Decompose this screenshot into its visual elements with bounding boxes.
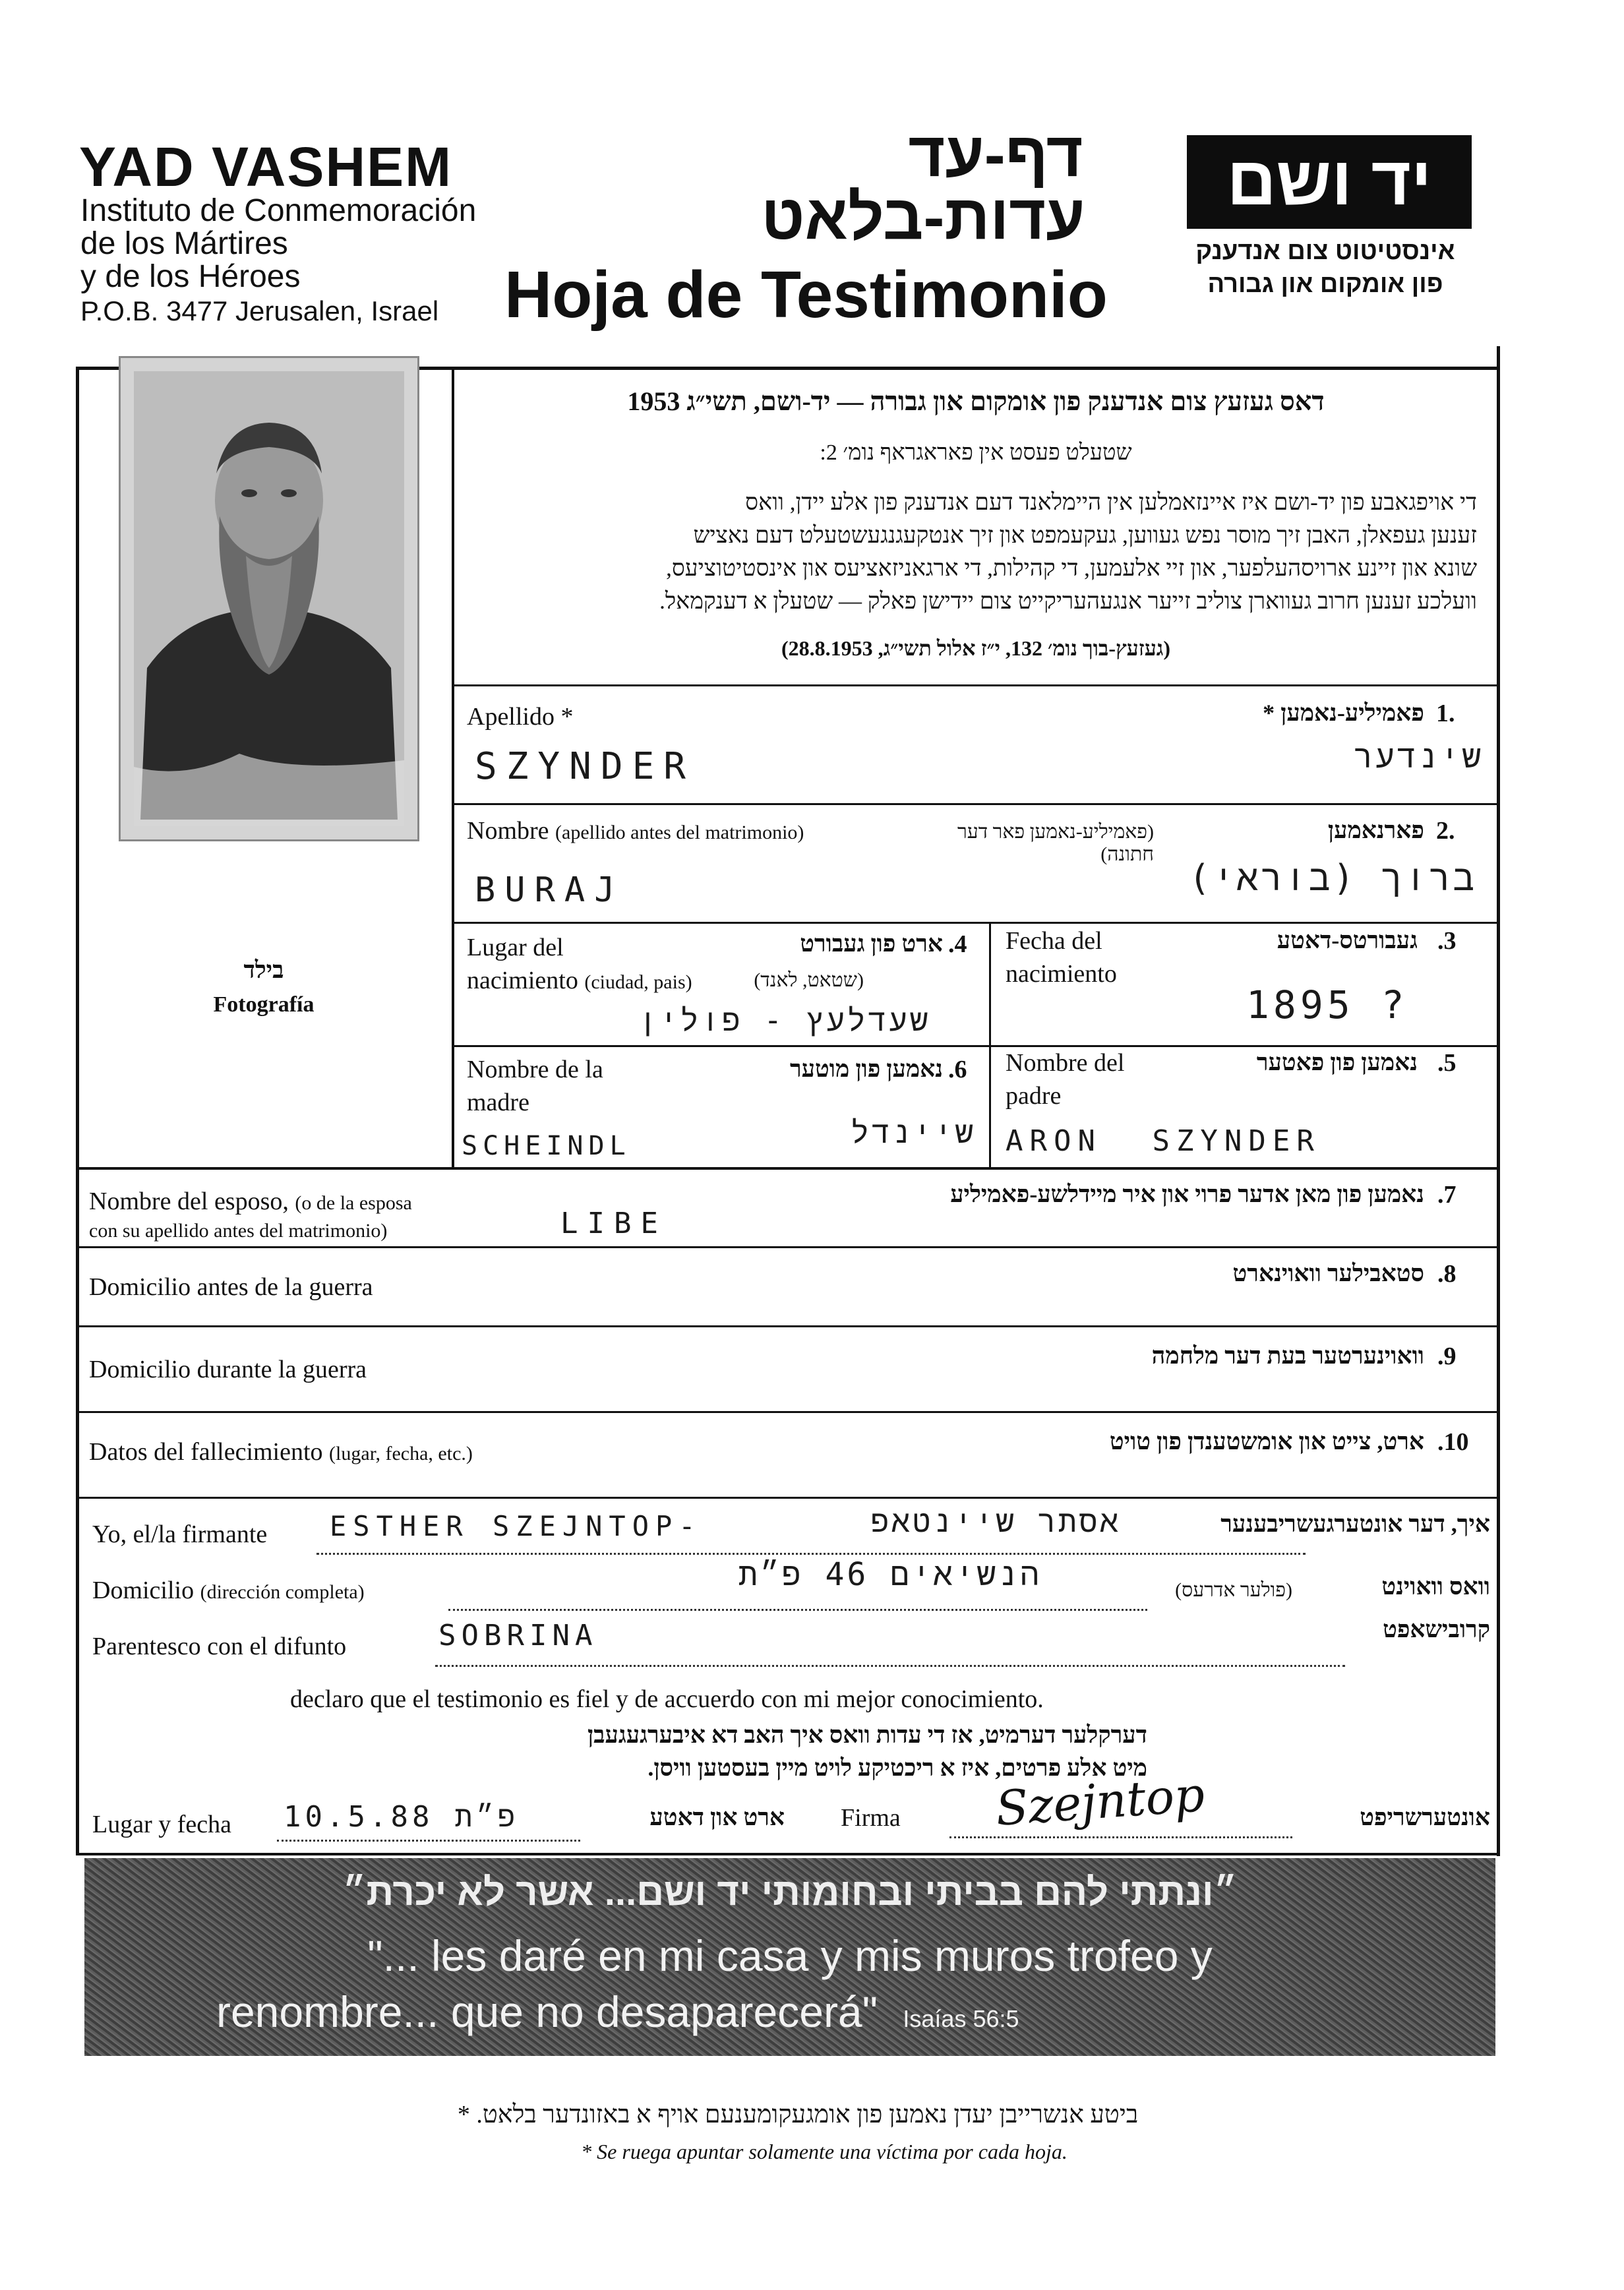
lugar-label: Lugar y fecha [92,1811,231,1838]
f4-label-he-small: (שטאט, לאנד) [754,969,864,991]
firma-label: Firma [841,1804,901,1832]
f8-label-he: סטאבילער וואוינארט [1232,1260,1424,1286]
f6-label-es-2: madre [467,1089,529,1116]
f1-value[interactable]: SZYNDER [475,745,696,788]
intro-para-3: שונא און זיינע ארויסהעלפער, און זיי אלעמען, די קהילות, די ארגאניזאציעס און אינסטיטוציעס, [666,555,1477,581]
banner-line1: "... les daré en mi casa y mis muros trofeo y [367,1931,1213,1980]
f2-label-he: פארנאמען [1327,817,1424,843]
f7-value[interactable]: LIBE [560,1207,667,1240]
intro-line1: דאס געזעץ צום אנדענק פון אומקום און גבורה — יד-ושם, תשי״ג 1953 [627,386,1325,416]
frame-right [1497,346,1500,1856]
f1-num: 1. [1436,700,1455,727]
dom-label-main: Domicilio [92,1577,195,1604]
f5-label-es-2: padre [1006,1082,1062,1110]
intro-line-last: (געזעץ-בוך נומ׳ 132, י״ז אלול תשי״ג, 28.8.1953) [781,636,1171,660]
logo-sub1: אינסטיטוט צום אנדענק [1195,237,1455,265]
f3-num: .3 [1437,927,1457,955]
f7-label-he: נאמען פון מאן אדער פרוי און איר מיידלשע-פאמיליע [950,1181,1424,1207]
he-decl2: מיט אלע פרטים, איז א ריכטיקע לויט מיין בעסטען וויסן. [647,1755,1147,1781]
f4-label-es-1: Lugar del [467,934,564,961]
f2-label-es-main: Nombre [467,817,549,845]
firma-value[interactable]: Szejntop [994,1766,1207,1836]
form-title: Hoja de Testimonio [504,258,1108,332]
f10-num: .10 [1437,1428,1469,1456]
par-label: Parentesco con el difunto [92,1633,347,1660]
f2-value-he[interactable]: ברוך (בוראי) [1188,857,1477,899]
photo-caption-he: בילד [243,957,284,983]
f6-num: .6 [948,1056,967,1083]
firma-he: אונטערשריפט [1360,1804,1490,1830]
f3-value[interactable]: 1895 ? [1246,982,1408,1027]
f9-num: .9 [1437,1342,1457,1370]
f5-value[interactable]: ARON SZYNDER [1006,1124,1321,1158]
dom-label [92,1576,365,1605]
f1-value-he[interactable]: שינדער [1354,738,1484,775]
declaro-text: declaro que el testimonio es fiel y de accuerdo con mi mejor conocimiento. [290,1685,1044,1713]
f3-label-he: געבורטס-דאטע [1277,927,1418,953]
hebrew-title1: דף-עד [908,119,1083,190]
footer-he-note: ביטע אנשרייבן יעדן נאמען פון אומגעקומענעם אויף א באזונדער בלאט. * [457,2101,1139,2128]
banner-he: ״ונתתי להם בביתי ובחומותי יד ושם... אשר לא יכרת״ [342,1871,1238,1913]
divider-f9 [76,1411,1500,1413]
divider-f7 [76,1246,1500,1248]
divider-f34-mid [989,922,991,1167]
dom-line [448,1609,1147,1611]
f8-num: .8 [1437,1260,1457,1288]
f6-label-he: נאמען פון מוטער [789,1056,943,1082]
f10-label-es [89,1437,473,1466]
yad-vashem-logo [1187,135,1472,229]
f1-label-es: Apellido * [467,703,574,731]
portrait-drawing [121,358,417,839]
divider-f2 [454,922,1498,924]
yo-value[interactable]: ESTHER SZEJNTOP- [330,1510,702,1542]
institute-line3: y de los Héroes [80,259,301,294]
footer-he-text: ביטע אנשרייבן יעדן נאמען פון אומגעקומענעם אויף א באזונדער בלאט. [476,2101,1139,2128]
f2-label-he-small: (פאמיליע-נאמען פאר דער חתונה) [957,821,1154,865]
divider-f34 [454,1045,1498,1047]
dom-he: וואס וואוינט [1381,1573,1490,1600]
f9-label-he: וואוינערטער בעת דער מלחמה [1151,1342,1424,1369]
f4-value-he[interactable]: שעדלעץ - פולין [638,1002,931,1038]
photo-caption-es: Fotografía [213,992,315,1017]
divider-intro [454,684,1498,686]
f7-label-es [89,1187,412,1216]
f3-label-es-1: Fecha del [1006,927,1102,955]
f10-label-es-main: Datos del fallecimiento [89,1438,323,1466]
f5-label-es-1: Nombre del [1006,1049,1125,1077]
f7-label-es-small1: (o de la esposa [295,1192,412,1214]
f9-label-es: Domicilio durante la guerra [89,1356,367,1383]
logo-text: יד ושם [1226,143,1432,220]
f6-value-he[interactable]: שיינדל [851,1114,976,1150]
yo-line [316,1553,1306,1555]
institute-line1: Instituto de Conmemoración [80,193,477,228]
divider-f8 [76,1325,1500,1327]
intro-para-2: זענען געפאלן, האבן זיך מוסר נפש געווען, געקעמפט און זיך אנטקעגנגעשטעלט דעם נאציש [693,522,1477,548]
divider-f56 [76,1167,1500,1170]
address: P.O.B. 3477 Jerusalen, Israel [80,295,439,326]
f7-label-es-small2: con su apellido antes del matrimonio) [89,1220,388,1242]
portrait-photo [119,356,419,841]
institute-line2: de los Mártires [80,226,288,261]
banner-line2 [216,1987,1469,2037]
f6-label-es-1: Nombre de la [467,1056,603,1083]
f2-label-es [467,816,804,845]
f8-label-es: Domicilio antes de la guerra [89,1273,373,1301]
intro-para-4: וועלכע זענען חרוב געווארן צוליב זייער אנגעהעריקייט צום יידישן פאלק — שטעלן א דענקמאל. [659,588,1477,614]
f4-label-es-2-main: nacimiento [467,967,578,994]
f4-label-es-small: (ciudad, pais) [584,971,692,993]
f4-num: .4 [948,930,967,958]
frame-bottom [76,1853,1500,1855]
f4-label-es-2 [467,966,692,995]
footer-es-note: * Se ruega apuntar solamente una víctima por cada hoja. [581,2140,1068,2163]
intro-para-1: די אויפגאבע פון יד-ושם איז איינזאמלען אין היימלאנד דעם אנדענק פון אלע יידן, וואס [745,489,1477,515]
yo-value-he[interactable]: אסתר שיינטאפ [870,1503,1121,1539]
f2-value[interactable]: BURAJ [475,870,624,910]
par-he: קרובישאפט [1383,1616,1490,1642]
dom-value-he[interactable]: הנשיאים 46 פ״ת [738,1556,1042,1593]
f1-label-he: פאמיליע-נאמען * [1263,700,1424,726]
lugar-line [277,1840,580,1842]
he-decl1: דערקלער דערמיט, אז די עדות וואס איך האב דא איבערגעגעבן [587,1722,1147,1748]
f5-num: .5 [1437,1049,1457,1077]
dom-label-small: (dirección completa) [200,1581,365,1603]
intro-line2: שטעלט פעסט אין פאראגראף נומ׳ 2: [820,440,1132,465]
f10-label-he: ארט, צייט און אומשטענדן פון טויט [1109,1428,1424,1455]
f5-label-he: נאמען פון פאטער [1256,1049,1418,1075]
par-value[interactable]: SOBRINA [438,1619,598,1652]
f7-num: .7 [1437,1181,1457,1209]
f3-label-es-2: nacimiento [1006,960,1117,988]
f2-label-es-small: (apellido antes del matrimonio) [555,822,804,843]
f10-label-es-small: (lugar, fecha, etc.) [329,1443,473,1464]
lugar-value[interactable]: 10.5.88 פ״ת [284,1800,520,1834]
divider-f1 [454,803,1498,805]
org-name: YAD VASHEM [79,136,453,198]
banner-line2-text: renombre... que no desaparecerá" [216,1987,878,2036]
f6-value[interactable]: SCHEINDL [462,1131,631,1161]
logo-sub2: פון אומקום און גבורה [1207,270,1443,298]
divider-f10 [76,1497,1500,1499]
f2-num: 2. [1436,817,1455,845]
dom-he-small: (פולער אדרעס) [1175,1579,1292,1601]
divider-photo [452,367,454,1168]
firma-line [949,1836,1292,1838]
lugar-he: ארט און דאטע [649,1804,785,1830]
yo-label: Yo, el/la firmante [92,1521,268,1548]
f7-label-es-main: Nombre del esposo, [89,1188,289,1215]
frame-left [76,367,79,1853]
f4-label-he: ארט פון געבורט [800,930,943,957]
hebrew-title2: עדות-בלאט [761,182,1085,253]
quote-banner [84,1858,1495,2056]
banner-cite: Isaías 56:5 [903,2005,1019,2032]
par-line [435,1665,1345,1667]
yo-he: איך, דער אונטערגעשריבענער [1220,1511,1490,1537]
